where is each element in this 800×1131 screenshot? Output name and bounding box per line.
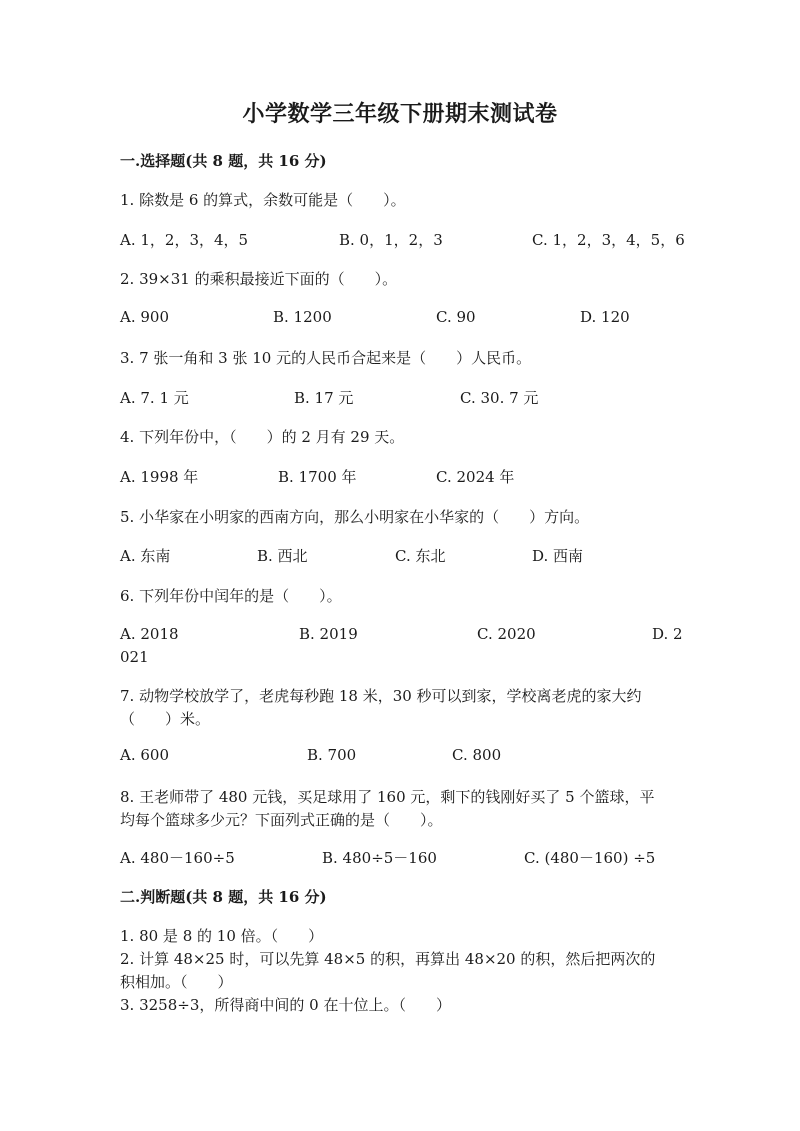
question-5-option-b: B. 西北 — [257, 547, 308, 565]
question-6: 6. 下列年份中闰年的是（ ）。 — [120, 587, 342, 605]
question-8-option-b: B. 480÷5－160 — [322, 849, 437, 867]
question-8-line-2: 均每个篮球多少元？下面列式正确的是（ ）。 — [120, 811, 443, 829]
question-6-option-d: D. 2 — [652, 625, 683, 643]
question-4-option-c: C. 2024 年 — [436, 468, 515, 486]
question-2-option-d: D. 120 — [580, 308, 630, 326]
judgment-2-line-2: 积相加。（ ） — [120, 973, 233, 991]
question-6-option-d-wrap: 021 — [120, 648, 149, 666]
question-1-option-c: C. 1，2，3，4，5，6 — [532, 231, 685, 249]
section-heading-choice: 一.选择题(共 8 题，共 16 分) — [120, 152, 327, 170]
question-3: 3. 7 张一角和 3 张 10 元的人民币合起来是（ ）人民币。 — [120, 349, 532, 367]
question-6-option-b: B. 2019 — [299, 625, 358, 643]
question-7-option-c: C. 800 — [452, 746, 502, 764]
question-5-option-a: A. 东南 — [120, 547, 171, 565]
question-7-option-a: A. 600 — [120, 746, 169, 764]
question-7-line-1: 7. 动物学校放学了，老虎每秒跑 18 米，30 秒可以到家，学校离老虎的家大约 — [120, 687, 642, 705]
question-3-option-a: A. 7. 1 元 — [120, 389, 189, 407]
question-1-option-a: A. 1，2，3，4，5 — [120, 231, 249, 249]
question-4: 4. 下列年份中，（ ）的 2 月有 29 天。 — [120, 428, 405, 446]
question-3-option-c: C. 30. 7 元 — [460, 389, 539, 407]
question-8-line-1: 8. 王老师带了 480 元钱，买足球用了 160 元，剩下的钱刚好买了 5 个篮球，平 — [120, 788, 655, 806]
question-2-option-c: C. 90 — [436, 308, 476, 326]
question-4-option-a: A. 1998 年 — [120, 468, 199, 486]
question-8-option-c: C. (480－160) ÷5 — [524, 849, 656, 867]
question-6-option-a: A. 2018 — [120, 625, 179, 643]
judgment-3: 3. 3258÷3，所得商中间的 0 在十位上。（ ） — [120, 996, 451, 1014]
question-7-option-b: B. 700 — [307, 746, 357, 764]
question-5-option-d: D. 西南 — [532, 547, 584, 565]
question-1: 1. 除数是 6 的算式，余数可能是（ ）。 — [120, 191, 406, 209]
section-heading-judgment: 二.判断题(共 8 题，共 16 分) — [120, 888, 327, 906]
question-8-option-a: A. 480－160÷5 — [120, 849, 235, 867]
question-7-line-2: （ ）米。 — [120, 710, 211, 728]
judgment-2-line-1: 2. 计算 48×25 时，可以先算 48×5 的积，再算出 48×20 的积，然后把两次的 — [120, 950, 656, 968]
question-5-option-c: C. 东北 — [395, 547, 446, 565]
judgment-1: 1. 80 是 8 的 10 倍。（ ） — [120, 927, 324, 945]
question-2: 2. 39×31 的乘积最接近下面的（ ）。 — [120, 270, 398, 288]
question-1-option-b: B. 0，1，2，3 — [339, 231, 443, 249]
question-4-option-b: B. 1700 年 — [278, 468, 357, 486]
question-5: 5. 小华家在小明家的西南方向，那么小明家在小华家的（ ）方向。 — [120, 508, 590, 526]
question-3-option-b: B. 17 元 — [294, 389, 354, 407]
question-2-option-a: A. 900 — [120, 308, 169, 326]
question-6-option-c: C. 2020 — [477, 625, 536, 643]
question-2-option-b: B. 1200 — [273, 308, 332, 326]
page-title: 小学数学三年级下册期末测试卷 — [242, 101, 558, 127]
